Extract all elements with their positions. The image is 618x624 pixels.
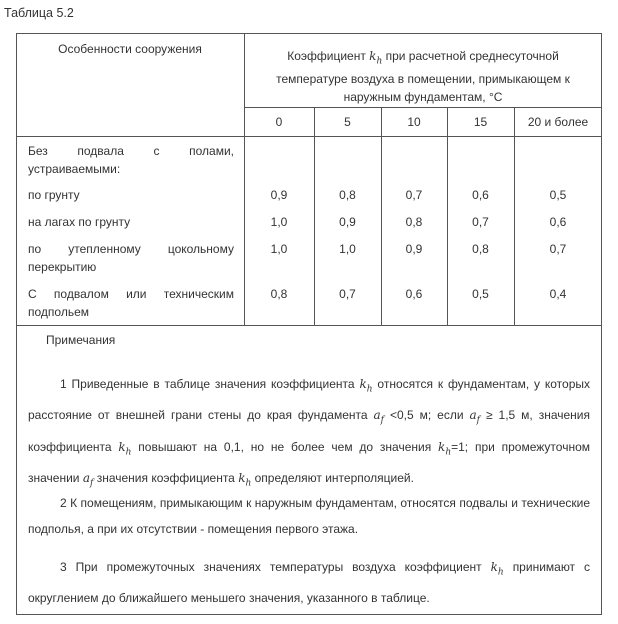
notes-title: Примечания <box>46 333 116 347</box>
coef-symbol: $k_h$ <box>369 49 383 67</box>
r1-v4: 0,5 <box>549 188 567 202</box>
r1-v1: 0,8 <box>339 188 356 202</box>
rule-feature-col <box>244 33 245 325</box>
header-coefficient <box>246 47 600 106</box>
r2-v0: 1,0 <box>270 215 288 229</box>
af-symbol: $a_f$ <box>469 408 481 426</box>
row2-label: на лагах по грунту <box>28 215 131 229</box>
r1-v2: 0,7 <box>405 188 423 202</box>
coef-line-3: наружным фундаментам, °С <box>343 90 503 105</box>
r1-v3: 0,6 <box>472 188 489 202</box>
kh-symbol: $k_h$ <box>490 560 504 578</box>
row3-label-l2: перекрытию <box>28 260 97 274</box>
af-symbol: $a_f$ <box>82 471 94 489</box>
temp-20: 20 и более <box>527 115 589 129</box>
row4-label-l1: С подвалом или техническим <box>28 287 234 301</box>
coef-pre: Коэффициент <box>287 49 366 63</box>
r2-v2: 0,8 <box>405 215 423 229</box>
r2-v1: 0,9 <box>339 215 356 229</box>
r3-v3: 0,8 <box>472 242 489 256</box>
r3-v4: 0,7 <box>549 242 567 256</box>
r4-v1: 0,7 <box>339 287 356 301</box>
r4-v3: 0,5 <box>472 287 489 301</box>
r3-v1: 1,0 <box>339 242 356 256</box>
note-3: 3 При промежуточных значениях температуры воздуха коэффициент $k_h$ принимают с округлением до ближайшего меньшего значения, указанного в таблице. <box>28 560 591 606</box>
af-symbol: $a_f$ <box>373 408 384 426</box>
r2-v4: 0,6 <box>549 215 567 229</box>
rule-data-bottom <box>16 325 602 326</box>
coef-line-2: температуре воздуха в помещении, примыкающем к <box>276 72 570 87</box>
temp-5: 5 <box>344 115 351 129</box>
r3-v0: 1,0 <box>270 242 288 256</box>
r3-v2: 0,9 <box>405 242 423 256</box>
header-feature: Особенности сооружения <box>58 42 202 56</box>
temp-0: 0 <box>275 115 283 129</box>
r4-v4: 0,4 <box>549 287 567 301</box>
row3-label-l1: по утепленному цокольному <box>28 242 234 256</box>
coef-post: при расчетной среднесуточной <box>385 49 559 63</box>
kh-symbol: $k_h$ <box>359 377 373 395</box>
table-caption: Таблица 5.2 <box>4 6 74 20</box>
r4-v0: 0,8 <box>270 287 288 301</box>
kh-symbol: $k_h$ <box>238 471 252 489</box>
group1-label-l2: устраиваемыми: <box>28 162 121 176</box>
kh-symbol: $k_h$ <box>118 439 132 458</box>
kh-symbol: $k_h$ <box>438 439 452 458</box>
note-2: 2 К помещениям, примыкающим к наружным фундаментам, относятся подвалы и технические подполья, а при их отсутствии - помещения первого этажа. <box>28 496 590 536</box>
temp-10: 10 <box>407 115 421 129</box>
group1-label-l1: Без подвала с полами, <box>28 144 234 158</box>
note-1: 1 Приведенные в таблице значения коэффициента $k_h$ относятся к фундаментам, у которых расстояние от внешней грани стены до края фундамента $a_f <0,5$ м; если $a_f \ge 1,5$ м, значения коэффициента $k_h$ повышают на 0,1, но не более чем до значения $k_h=1$; при промежуточном значении $a_f$ значения коэффициента $k_h$ определяют интерполяцией. <box>28 377 591 489</box>
row4-label-l2: подпольем <box>28 305 89 319</box>
row1-label: по грунту <box>28 188 80 202</box>
r2-v3: 0,7 <box>472 215 489 229</box>
temp-15: 15 <box>473 115 488 129</box>
rule-header-bottom <box>244 107 602 108</box>
r1-v0: 0,9 <box>270 188 288 202</box>
r4-v2: 0,6 <box>405 287 423 301</box>
